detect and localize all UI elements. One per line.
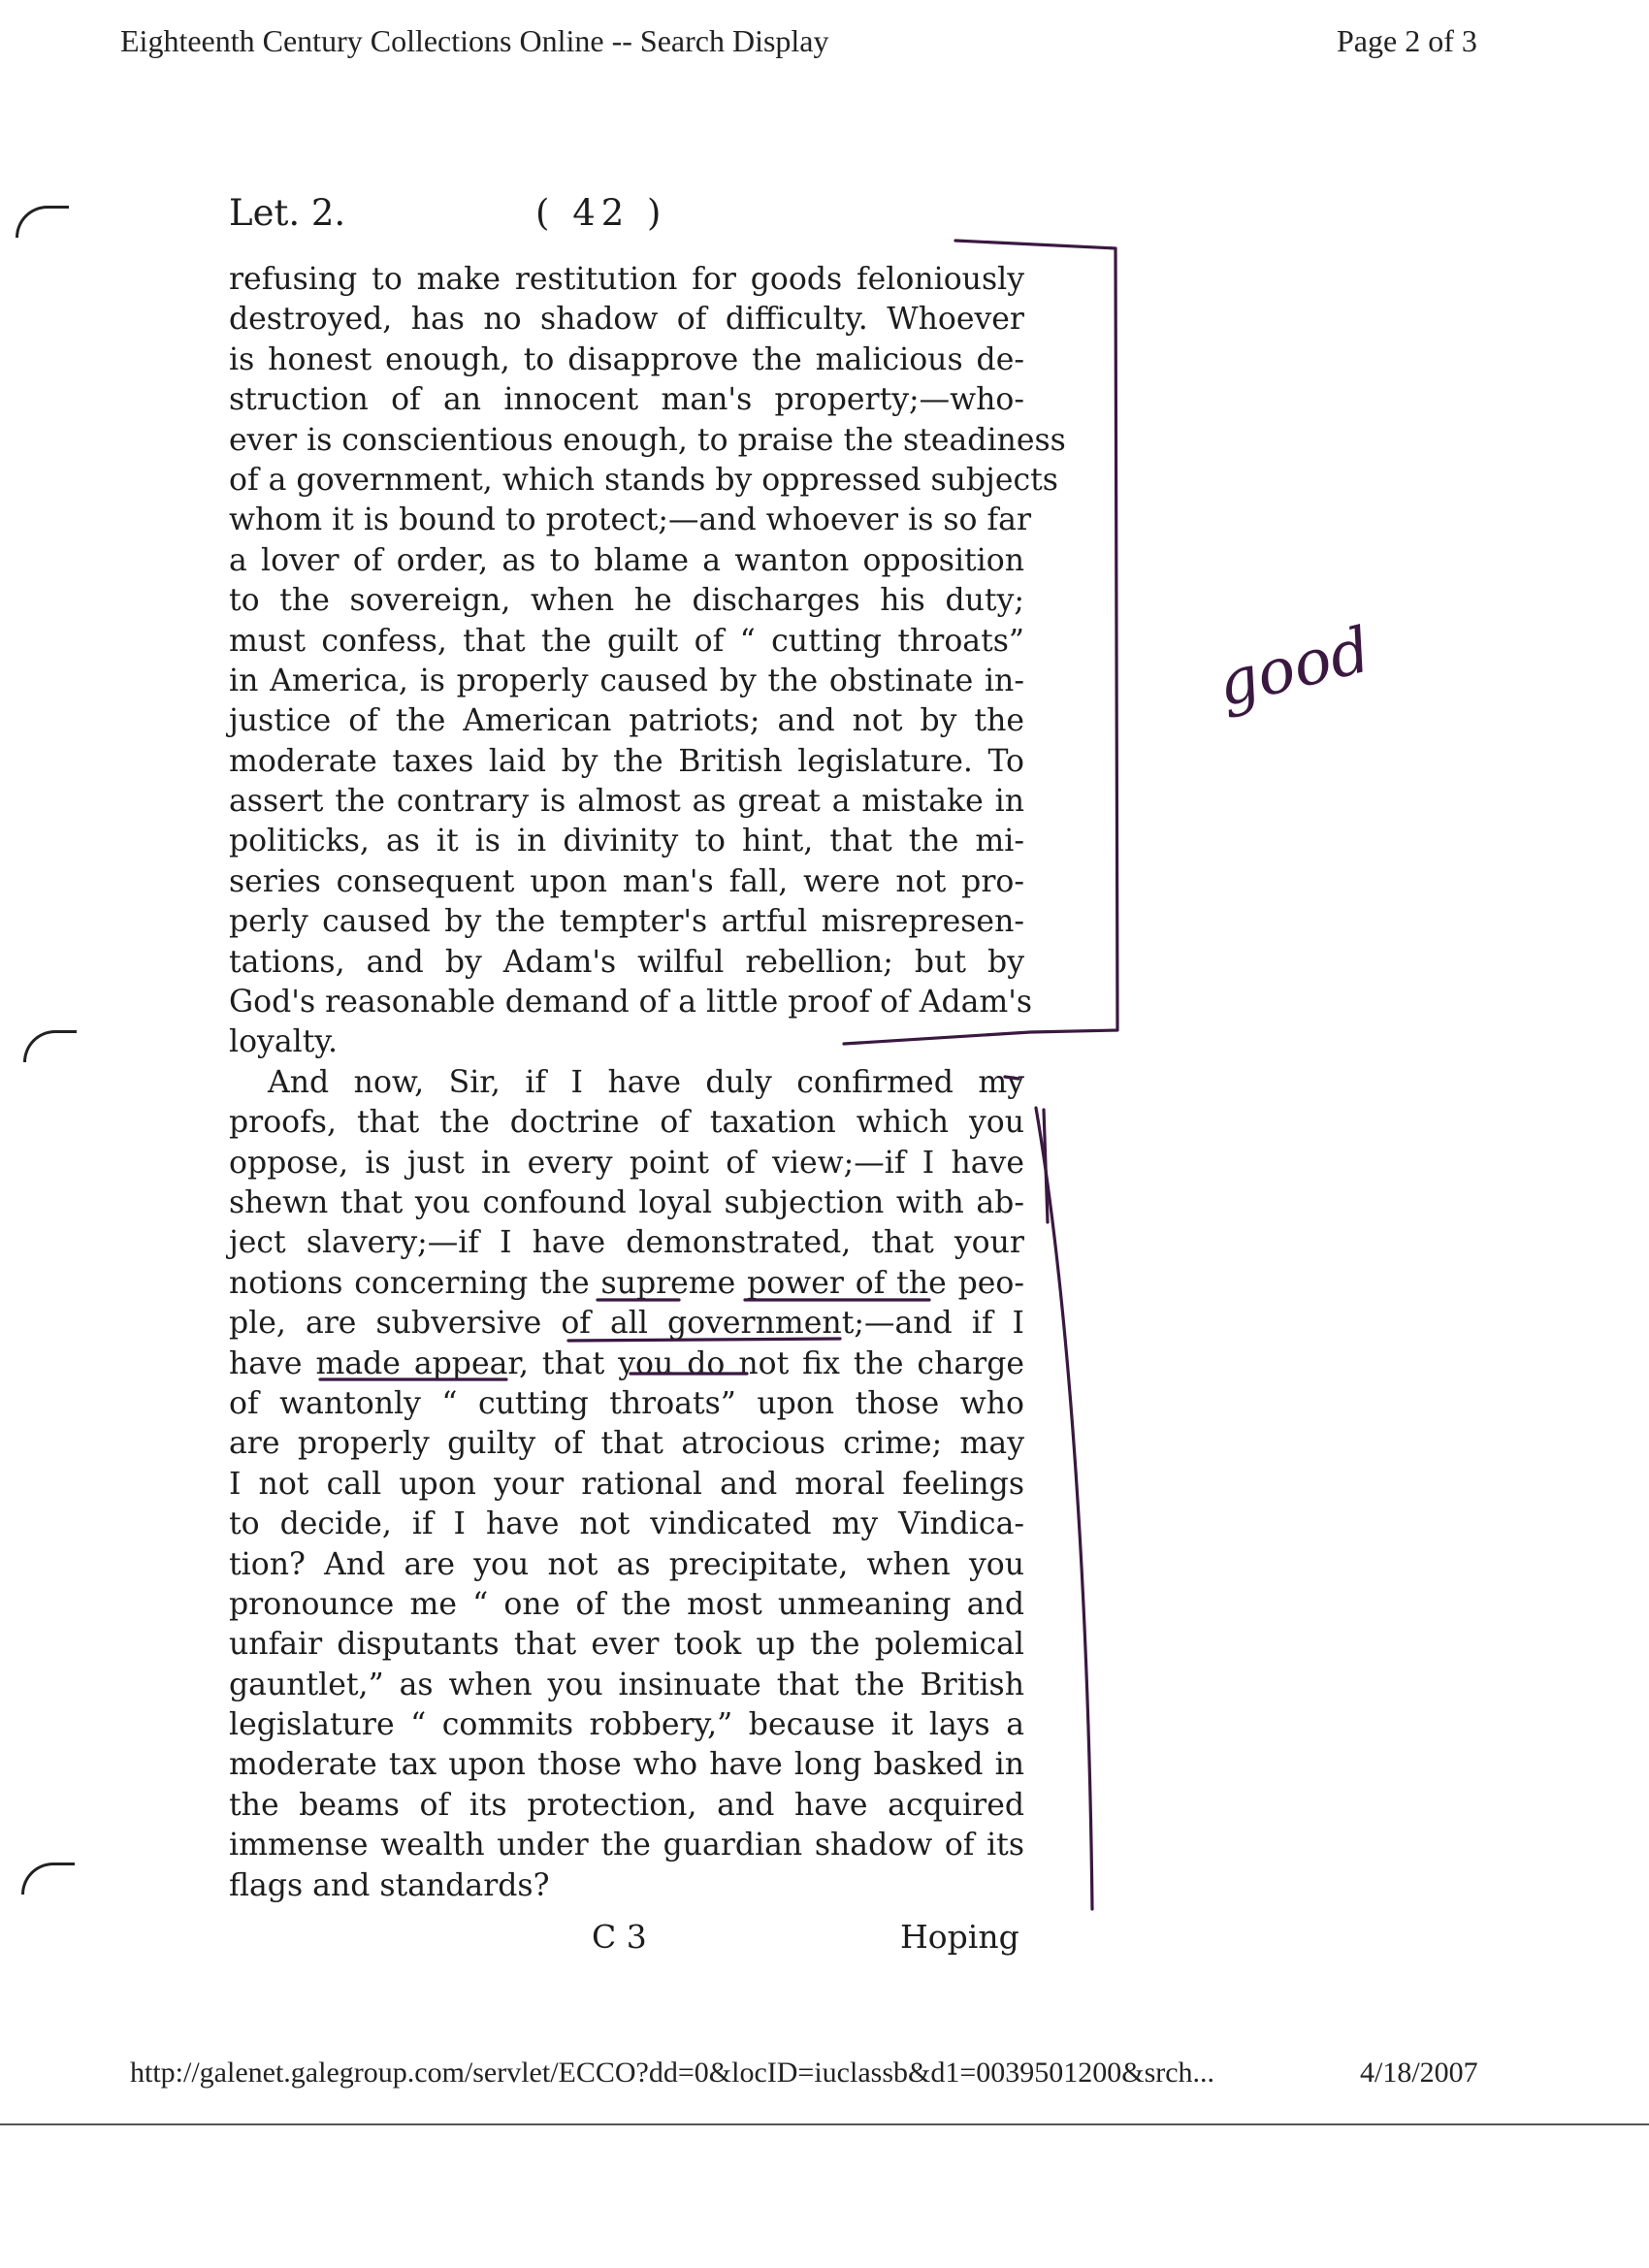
text-line: moderate taxes laid by the British legislature. To <box>229 743 1024 779</box>
book-page-number: ( 42 ) <box>535 192 667 234</box>
text-line: notions concerning the supreme power of the peo- <box>229 1265 1024 1301</box>
text-line: God's reasonable demand of a little proof of Adam's <box>229 985 1033 1021</box>
text-line: the beams of its protection, and have acquired <box>229 1787 1024 1823</box>
text-line: are properly guilty of that atrocious crime; may <box>229 1426 1024 1462</box>
text-line: proofs, that the doctrine of taxation which you <box>229 1105 1024 1141</box>
text-line: whom it is bound to protect;—and whoever is so far <box>229 502 1032 538</box>
text-line: in America, is properly caused by the obstinate in- <box>229 663 1024 698</box>
text-line: unfair disputants that ever took up the polemical <box>229 1627 1024 1663</box>
text-line: struction of an innocent man's property;—who- <box>229 382 1024 418</box>
text-line: I not call upon your rational and moral feelings <box>229 1466 1024 1502</box>
text-line: is honest enough, to disapprove the malicious de- <box>229 341 1024 377</box>
text-line: flags and standards? <box>229 1867 550 1903</box>
text-line: immense wealth under the guardian shadow of its <box>229 1828 1024 1863</box>
page-foot <box>229 1910 1024 1968</box>
text-line: pronounce me “ one of the most unmeaning and <box>229 1586 1024 1622</box>
text-line: assert the contrary is almost as great a mistake in <box>229 784 1024 820</box>
binder-hole-mark <box>21 1863 75 1895</box>
text-line: gauntlet,” as when you insinuate that the British <box>229 1667 1024 1702</box>
footer-date: 4/18/2007 <box>1360 2057 1478 2089</box>
page-indicator: Page 2 of 3 <box>1337 23 1477 58</box>
margin-line-mark <box>1044 1110 1048 1222</box>
text-line: politicks, as it is in divinity to hint, that the mi- <box>229 824 1024 859</box>
print-header <box>0 19 1649 68</box>
text-line: destroyed, has no shadow of difficulty. Whoever <box>229 302 1024 338</box>
scanned-book-page <box>229 192 1066 1968</box>
text-line: tion? And are you not as precipitate, when you <box>229 1546 1024 1582</box>
page-text-body <box>229 260 1066 1906</box>
text-line: legislature “ commits robbery,” because it lays a <box>229 1707 1024 1743</box>
margin-line-mark <box>1036 1108 1092 1909</box>
text-line: shewn that you confound loyal subjection with ab- <box>229 1184 1024 1220</box>
text-line: refusing to make restitution for goods feloniously <box>229 262 1024 297</box>
text-line: have made appear, that you do not fix the charge <box>229 1345 1024 1381</box>
text-line: to the sovereign, when he discharges his duty; <box>229 583 1024 619</box>
text-line: oppose, is just in every point of view;—if I have <box>229 1145 1024 1181</box>
footer-divider <box>0 2123 1649 2125</box>
text-line: justice of the American patriots; and not by the <box>229 703 1024 739</box>
text-line: ple, are subversive of all government;—and if I <box>229 1306 1024 1342</box>
text-line: ject slavery;—if I have demonstrated, that your <box>229 1225 1024 1261</box>
signature-mark: C 3 <box>592 1918 647 1957</box>
margin-note-good: good <box>1210 614 1378 722</box>
text-line: a lover of order, as to blame a wanton opposition <box>229 542 1024 578</box>
text-line: loyalty. <box>229 1024 338 1060</box>
text-line: perly caused by the tempter's artful misrepresen- <box>229 904 1024 940</box>
running-head <box>229 192 1024 260</box>
catchword: Hoping <box>900 1918 1019 1957</box>
footer-url: http://galenet.galegroup.com/servlet/ECCO?dd=0&locID=iuclassb&d1=0039501200&srch... <box>130 2057 1215 2089</box>
text-line: of a government, which stands by oppressed subjects <box>229 462 1058 498</box>
text-line: of wantonly “ cutting throats” upon those who <box>229 1385 1024 1421</box>
binder-hole-mark <box>23 1030 77 1062</box>
letter-number: Let. 2. <box>229 192 346 234</box>
binder-hole-mark <box>16 206 69 238</box>
text-line: moderate tax upon those who have long basked in <box>229 1747 1024 1783</box>
text-line: series consequent upon man's fall, were not pro- <box>229 863 1024 899</box>
text-line: to decide, if I have not vindicated my Vindica- <box>229 1507 1024 1542</box>
text-line: And now, Sir, if I have duly confirmed my <box>268 1064 1024 1100</box>
text-line: ever is conscientious enough, to praise the steadiness <box>229 422 1066 458</box>
text-line: tations, and by Adam's wilful rebellion; but by <box>229 944 1024 980</box>
text-line: must confess, that the guilt of “ cutting throats” <box>229 623 1024 659</box>
print-header-title: Eighteenth Century Collections Online -- Search Display <box>120 23 829 58</box>
